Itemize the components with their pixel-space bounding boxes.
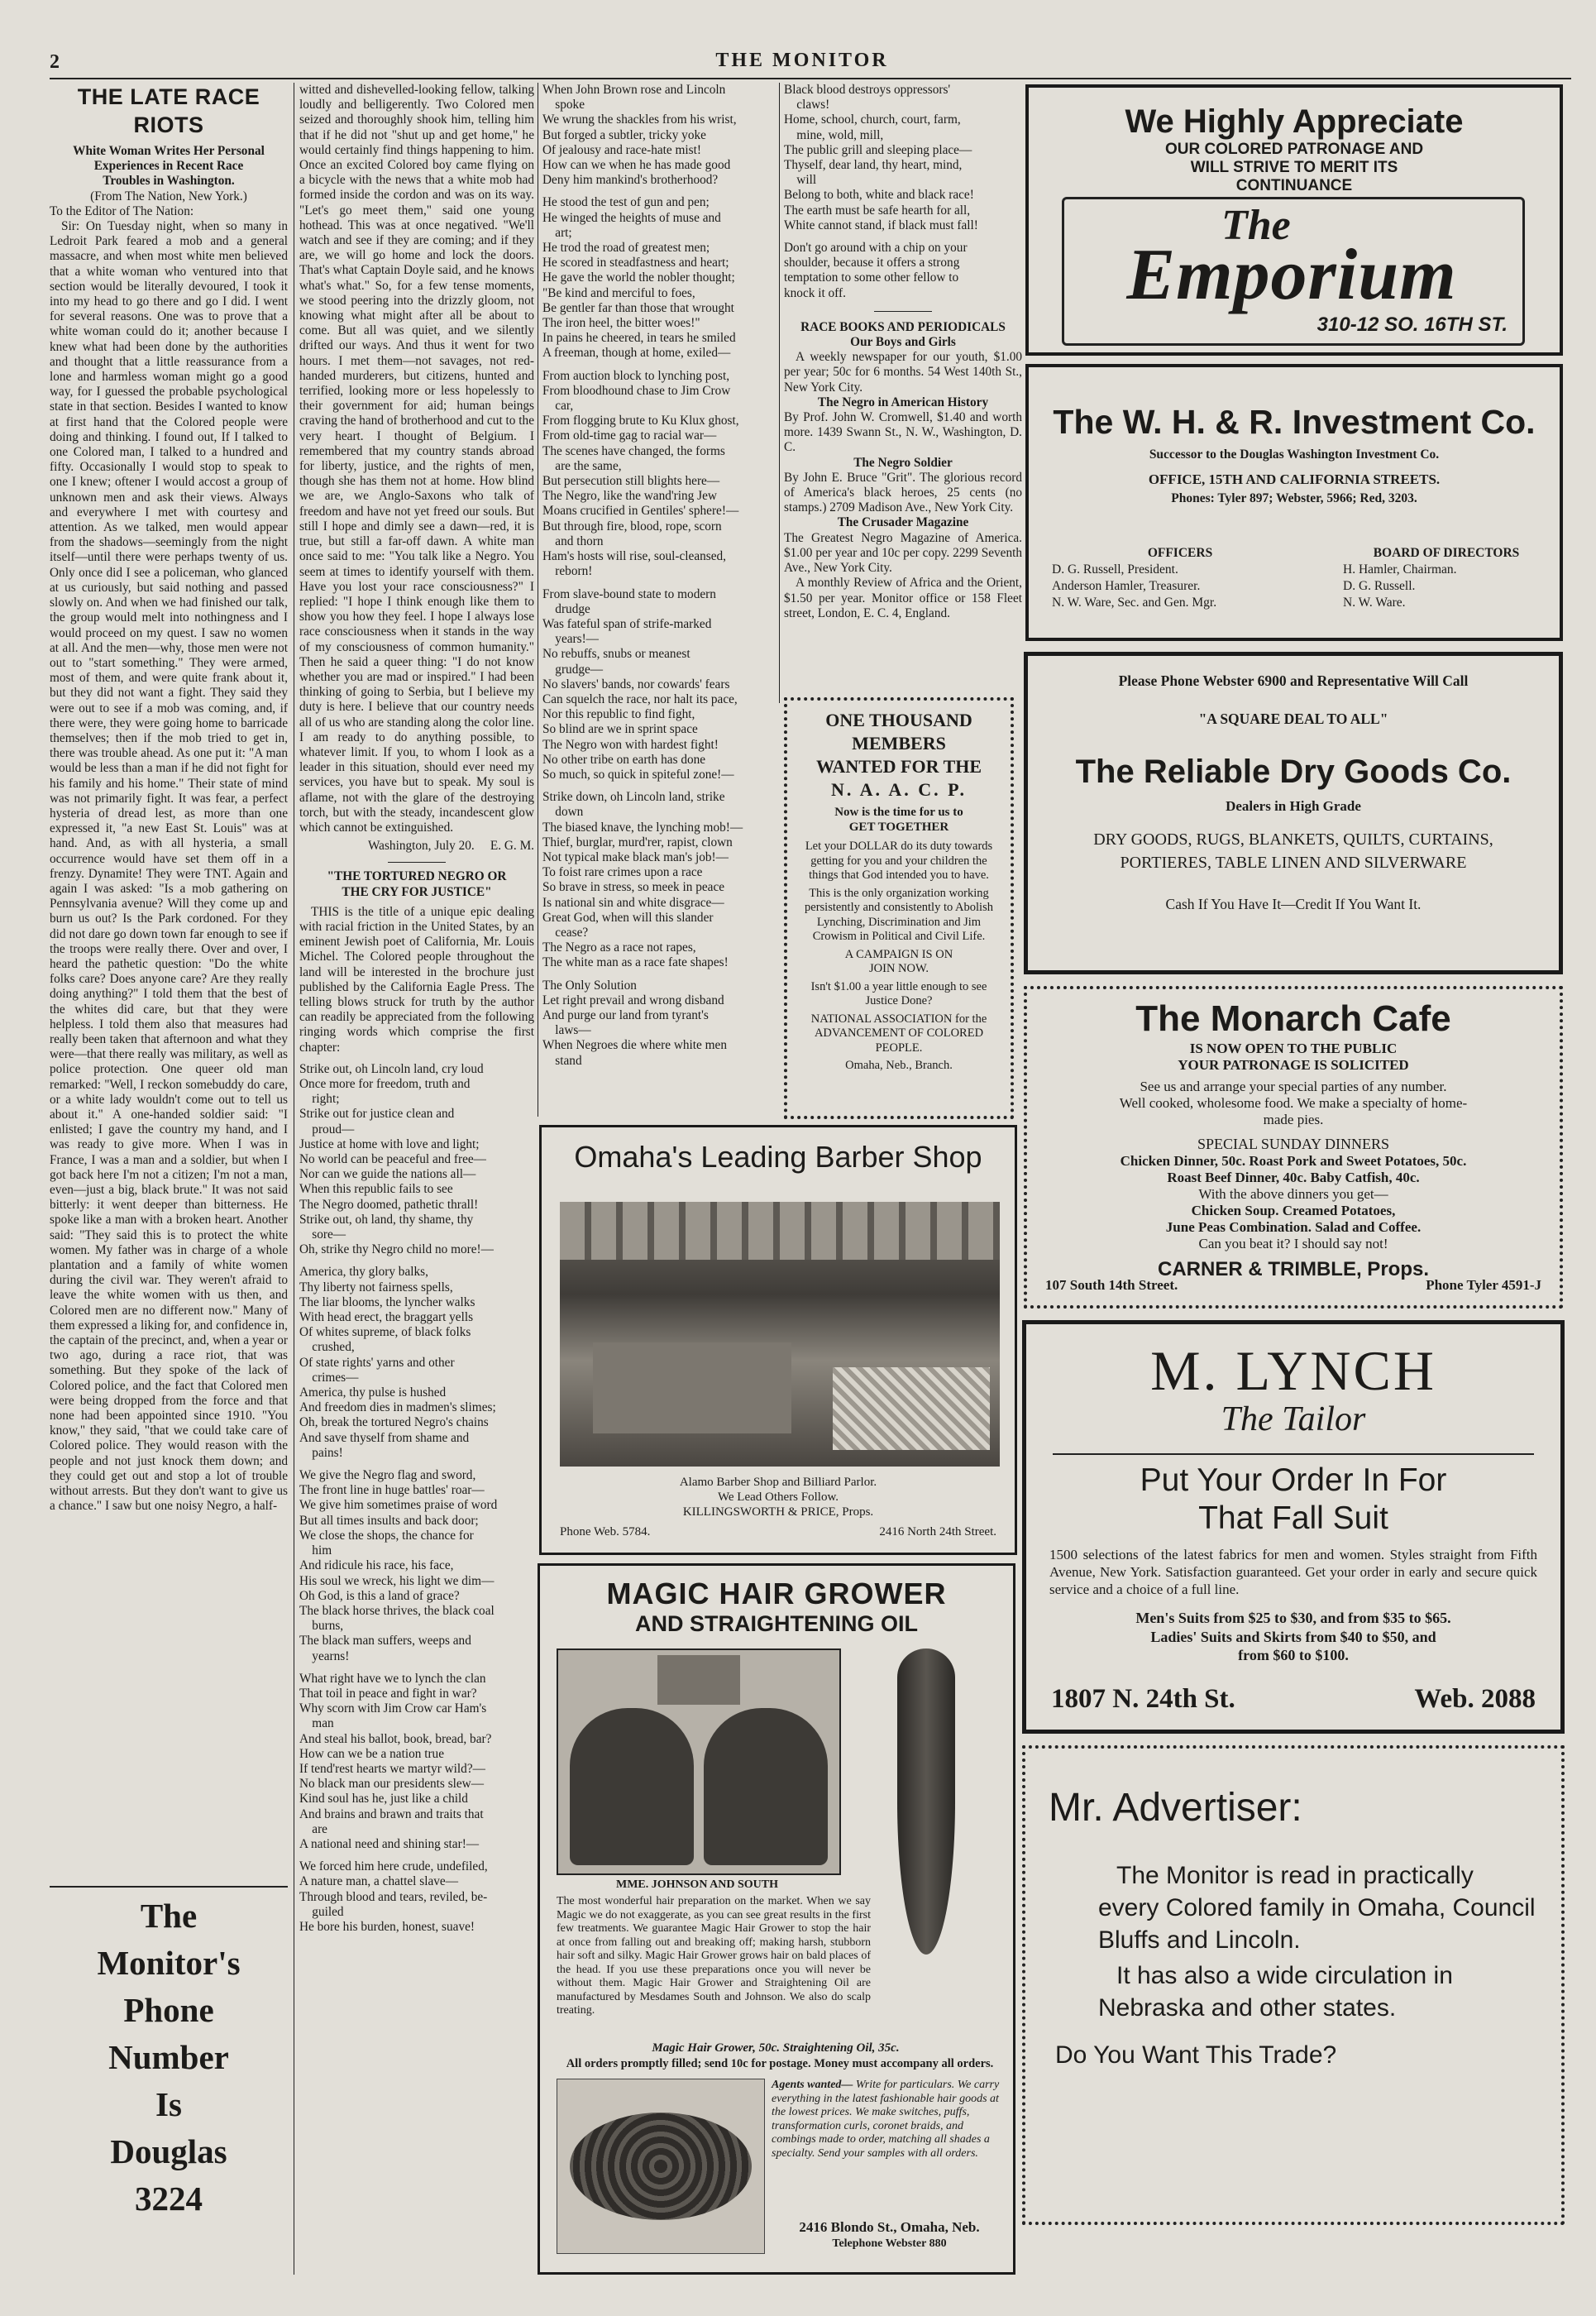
article-column-4 xyxy=(784,83,1022,703)
advertiser-ad xyxy=(1022,1745,1565,2225)
poem-line: cease? xyxy=(542,925,589,940)
poem-line: How can we be a nation true xyxy=(299,1746,444,1761)
naacp-paragraph-4: Isn't $1.00 a year little enough to see Justice Done? xyxy=(810,979,987,1007)
poem-line: Strike down, oh Lincoln land, strike xyxy=(542,790,725,805)
ornament xyxy=(657,1655,740,1705)
poem-line: right; xyxy=(299,1092,340,1107)
poem-line: No black man our presidents slew— xyxy=(299,1777,485,1792)
hair-braid xyxy=(897,1648,955,1955)
naacp-organization: NATIONAL ASSOCIATION for the ADVANCEMENT OF COLORED PEOPLE. xyxy=(810,1012,987,1055)
poem-line: Thy liberty not fairness spells, xyxy=(299,1280,453,1294)
books-head-3: The Negro Soldier xyxy=(853,455,953,470)
tailor-ladies-2: from $60 to $100. xyxy=(1238,1647,1349,1663)
poem-line xyxy=(299,1257,534,1265)
dry-goods-line-4: DRY GOODS, RUGS, BLANKETS, QUILTS, CURTAINS, xyxy=(1093,830,1493,849)
emporium-line-1: We Highly Appreciate xyxy=(1125,103,1464,140)
monarch-phone: Phone Tyler 4591-J xyxy=(1426,1277,1541,1293)
dry-goods-line-6: Cash If You Have It—Credit If You Want It. xyxy=(1165,896,1422,912)
phone-box xyxy=(50,1893,288,2281)
poem-line: So brave in stress, so meek in peace xyxy=(542,880,725,895)
monarch-line-12: Can you beat it? I should say not! xyxy=(1198,1236,1388,1251)
officer: N. W. Ware, Sec. and Gen. Mgr. xyxy=(1052,596,1217,610)
poem-line: Of whites supreme, of black folks xyxy=(299,1325,471,1340)
poem-line: spoke xyxy=(542,98,585,112)
poem-line: When John Brown rose and Lincoln xyxy=(542,83,726,97)
poem-line: man xyxy=(299,1716,334,1731)
naacp-line-6: GET TOGETHER xyxy=(848,821,949,834)
investment-office: OFFICE, 15TH AND CALIFORNIA STREETS. xyxy=(1148,471,1441,487)
poem-lines-column-2 xyxy=(299,1062,534,1935)
poem-line: And freedom dies in madmen's slimes; xyxy=(299,1400,496,1415)
hair-orders: All orders promptly filled; send 10c for postage. Money must accompany all orders. xyxy=(566,2057,994,2070)
poem-line: are xyxy=(299,1821,327,1836)
director: D. G. Russell. xyxy=(1343,579,1416,593)
barber-address: 2416 North 24th Street. xyxy=(879,1525,996,1538)
hair-caption: MME. JOHNSON AND SOUTH xyxy=(615,1878,778,1891)
investment-ad xyxy=(1025,364,1563,641)
poem-lines-column-3 xyxy=(542,83,777,1075)
poem-line: crushed, xyxy=(299,1340,355,1355)
poem-line: knock it off. xyxy=(784,285,846,300)
poem-line: claws! xyxy=(784,98,830,112)
poem-line xyxy=(542,971,777,979)
poem-line: No rebuffs, snubs or meanest xyxy=(542,647,690,662)
poem-line: How can we when he has made good xyxy=(542,158,731,173)
poem-line: down xyxy=(542,805,584,820)
poem-line: A national need and shining star!— xyxy=(299,1836,480,1851)
poem-line: He stood the test of gun and pen; xyxy=(542,195,710,210)
director: H. Hamler, Chairman. xyxy=(1343,562,1457,577)
poem-line xyxy=(299,1852,534,1859)
article-salutation: To the Editor of The Nation: xyxy=(50,203,194,218)
tailor-ladies-1: Ladies' Suits and Skirts from $40 to $50, and xyxy=(1150,1629,1436,1645)
poem-line: yearns! xyxy=(299,1648,350,1663)
poem-line: A nature man, a chattel slave— xyxy=(299,1874,458,1889)
article-column-1 xyxy=(50,83,288,1882)
poem-line: Oh God, is this a land of grace? xyxy=(299,1588,460,1603)
barber-title: Omaha's Leading Barber Shop xyxy=(574,1140,982,1174)
poem-line: Of jealousy and race-hate mist! xyxy=(542,142,701,157)
emporium-ad xyxy=(1025,84,1563,356)
article-signoff: Washington, July 20. E. G. M. xyxy=(367,839,534,854)
monarch-line-3: See us and arrange your special parties of any number. xyxy=(1140,1079,1447,1094)
poem-line: The Negro doomed, pathetic thrall! xyxy=(299,1197,479,1212)
barber-shop-photo xyxy=(560,1202,1000,1467)
poem-line: Can squelch the race, nor halt its pace, xyxy=(542,691,738,706)
tailor-ad xyxy=(1022,1320,1565,1734)
article-deck-1: White Woman Writes Her Personal xyxy=(73,144,265,158)
poem-line: crimes— xyxy=(299,1370,359,1385)
tailor-phone: Web. 2088 xyxy=(1414,1684,1536,1714)
poem-line: From bloodhound chase to Jim Crow xyxy=(542,383,731,398)
monarch-address: 107 South 14th Street. xyxy=(1045,1277,1178,1293)
poem-line: But persecution still blights here— xyxy=(542,474,720,489)
poem-line: From auction block to lynching post, xyxy=(542,368,730,383)
poem-line: He trod the road of greatest men; xyxy=(542,241,710,256)
poem-line: The Negro as a race not rapes, xyxy=(542,940,696,955)
poem-line: But all times insults and back door; xyxy=(299,1513,479,1528)
monarch-line-5: made pies. xyxy=(1263,1112,1324,1127)
books-subtitle: Our Boys and Girls xyxy=(850,335,956,350)
poem-line: That toil in peace and fight in war? xyxy=(299,1686,477,1701)
poem-line xyxy=(299,1664,534,1672)
tailor-subtitle: The Tailor xyxy=(1221,1400,1366,1438)
article-column-2 xyxy=(299,83,534,2283)
poem-line: He scored in steadfastness and heart; xyxy=(542,256,729,270)
poem-line: Through blood and tears, reviled, be- xyxy=(299,1889,488,1904)
barber-shop-lattice xyxy=(833,1367,990,1450)
poem-line: Moans crucified in Gentiles' sphere!— xyxy=(542,504,739,519)
officers-heading: OFFICERS xyxy=(1147,546,1213,560)
emporium-line-2: OUR COLORED PATRONAGE AND xyxy=(1164,141,1424,158)
divider xyxy=(388,862,446,863)
hair-braid-image xyxy=(881,1648,972,1955)
hair-body: The most wonderful hair preparation on the market. When we say Magic we do not exaggerate, as you can see great results in the first few treatments. We guarantee Magic Hair Grower to stop the hair at once from falling out and breaking off; making harsh, stubborn hair soft and silky. Magic Hair Grower grows hair on bald places of the head. If you use these preparations once you will never be without them. Magic Hair Grower and Straightening Oil are manufactured by Mesdames South and Johnson. We also do scalp treating. xyxy=(557,1895,871,2017)
poem-line: Thyself, dear land, thy heart, mind, xyxy=(784,158,963,173)
poem-line: The Only Solution xyxy=(542,978,637,993)
naacp-line-1: ONE THOUSAND xyxy=(825,710,972,730)
poem-line: His soul we wreck, his light we dim— xyxy=(299,1573,495,1588)
poem-line: Why scorn with Jim Crow car Ham's xyxy=(299,1701,487,1716)
poem-line: From slave-bound state to modern xyxy=(542,586,716,601)
monarch-props: CARNER & TRIMBLE, Props. xyxy=(1157,1258,1429,1280)
divider xyxy=(1053,1453,1533,1455)
naacp-line-2: MEMBERS xyxy=(852,733,946,754)
poem-line: With head erect, the braggart yells xyxy=(299,1310,474,1325)
poem-line: So blind are we in sprint space xyxy=(542,722,698,737)
article-deck-3: Troubles in Washington. xyxy=(103,174,235,189)
officer: D. G. Russell, President. xyxy=(1052,562,1178,577)
poem-line: He bore his burden, honest, suave! xyxy=(299,1919,475,1934)
naacp-ad xyxy=(784,697,1014,1119)
poem-line: pains! xyxy=(299,1445,343,1460)
poem-line: No other tribe on earth has done xyxy=(542,752,706,767)
poem-line: Great God, when will this slander xyxy=(542,910,714,925)
poem-line: Don't go around with a chip on your xyxy=(784,241,968,256)
poem-line: Strike out, oh land, thy shame, thy xyxy=(299,1212,474,1227)
monarch-line-4: Well cooked, wholesome food. We make a specialty of home- xyxy=(1119,1095,1468,1111)
poem-line xyxy=(542,188,777,195)
dry-goods-motto: "A SQUARE DEAL TO ALL" xyxy=(1198,711,1388,727)
hair-piece xyxy=(570,2113,752,2220)
masthead: THE MONITOR xyxy=(715,50,889,71)
poem-line: Once more for freedom, truth and xyxy=(299,1077,471,1091)
poem-line: Kind soul has he, just like a child xyxy=(299,1792,468,1806)
poem-line: The white man as a race fate shapes! xyxy=(542,955,729,970)
phone-box-line: Number xyxy=(108,2038,229,2076)
poem-line: From old-time gag to racial war— xyxy=(542,428,717,443)
poem-line: We wrung the shackles from his wrist, xyxy=(542,112,737,127)
poem-line: "Be kind and merciful to foes, xyxy=(542,285,695,300)
article-body-1: Sir: On Tuesday night, when so many in Ledroit Park feared a mob and a general massacre, and when most white men believed that a white woman who ventured into that section would be literally devoured, I took it into my head to go there and go I did. I went for several reasons. One was to prove that a white woman could do it; another because I knew what had been done by the authorities and thought that a little reassurance from a lone and harmless woman might go a good way, for I guessed the probable psychological state in that section. Besides I wanted to know at first hand that the Colored people were doing and thinking. I found out, If I talked to one Colored man, I talked to a hundred and fifty. Occasionally I would stop to speak to one I knew; oftener I would accost a group of unknown men and ask their views. Always and everywhere I met with courtesy and attention. As we talked, men would appear from the shadows—seemingly from the night itself—until there were perhaps twenty of us. Only once did I see a policeman, who glanced at us curiously, but said nothing and passed slowly on. And when we had finished our talk, the group would melt into nothingness and I would proceed on my quest. I saw no women at all. And the men—why, those men were not out to "start something." They were armed, most of them, and were quite frank about it, but they did not want a fight. They said they were out to see if a mob was coming, and, if there were, they were going home to barricade themselves; then if the mob tried to get in, there was trouble ahead. As one put it: "A man would be less than a man if he did not fight for his family and his home." Their state of mind was not primarily fight. It was fear, a perfect hysteria of dread lest, as more than one expressed it, "a new East St. Louis" was at hand. And, as with all hysteria, a small occurrence would have set them off in a frenzy. Dynamite! They were TNT. Again and again I was asked: "Is a mob gathering on Pennsylvania avenue? Will they come up and burn us out? Is the Park cordoned. For they did not dare go down town far enough to see if the troops were really there. Over and over, I heard the pathetic question: "Do the white folks care? Does anyone care? Are they really doing anything?" I told them that the best of the whites did care, but that they were helpless. I told them also that measures had really been taken that afternoon and what they were—that there really was military, as well as police protection. One queer old man remarked: "Well, I reckon somebuddy do care, or a white lady wouldn't come out to tell us about it." A one-handed soldier said: "I enlisted; I gave the country my hand, and I was ready to give more. When I was in France, I was a man and a soldier, but when I got back here I'm not a citizen; I'm not a man, even—just a big, black brute." It was not said bitterly: it went deeper than bitterness. He spoke like a man with a broken heart. Another said: "They said this is to protect the white women. My father was in charge of a whole plantation and a family of white women during the civil war. They weren't afraid to leave the white women with us then, and Colored men are no different now." Many of them expressed a liking for, and confidence in, the captain of the precinct, and, when a year or two ago, during a race riot, that was something. But they spoke of the lack of Colored police, and the fact that Colored men were being dropped from the force and that none had been appointed since 1910. "You know," they said, "that we could take care of Colored police. They would reason with the people and not just knock them down; and they could get out and stop a lot of trouble without arrests. But they don't want to give us a chance." I saw but one noisy Negro, a half- xyxy=(50,219,288,1514)
naacp-line-4: N. A. A. C. P. xyxy=(830,779,968,800)
barber-line-1: Alamo Barber Shop and Billiard Parlor. xyxy=(679,1476,877,1489)
poem-line: Nor this republic to find fight, xyxy=(542,707,695,722)
poem-line: The black horse thrives, the black coal xyxy=(299,1603,495,1618)
hair-agents-body: Write for particulars. We carry everything in the latest fashionable hair goods at the lowest prices. We make switches, puffs, transformation curls, coronet braids, and combings made to order, matching all shades a specialty. Send your samples with all orders. xyxy=(772,2079,1000,2160)
poem-line: Strike out for justice clean and xyxy=(299,1107,455,1122)
poem-line: grudge— xyxy=(542,662,604,677)
portrait-south xyxy=(704,1708,828,1865)
poem-line: Of state rights' yarns and other xyxy=(299,1355,455,1370)
phone-box-line: Douglas xyxy=(110,2132,227,2170)
poem-line xyxy=(542,361,777,369)
poem-line: The earth must be safe hearth for all, xyxy=(784,203,971,218)
investment-successor: Successor to the Douglas Washington Investment Co. xyxy=(1149,447,1440,462)
phone-box-line: Is xyxy=(155,2085,182,2123)
poem-line: Oh, strike thy Negro child no more!— xyxy=(299,1242,494,1257)
poem-line: will xyxy=(784,173,817,188)
tailor-headline-1: Put Your Order In For xyxy=(1140,1462,1447,1498)
emporium-line-4: CONTINUANCE xyxy=(1235,177,1353,194)
column-rule xyxy=(779,83,780,703)
poem-line: Home, school, church, court, farm, xyxy=(784,112,961,127)
poem-line: The Negro won with hardest fight! xyxy=(542,737,719,752)
naacp-branch: Omaha, Neb., Branch. xyxy=(845,1059,953,1072)
poem-line: and thorn xyxy=(542,534,604,548)
poem-line: temptation to some other fellow to xyxy=(784,270,959,285)
poem-line xyxy=(299,1461,534,1468)
poem-line: When Negroes die where white men xyxy=(542,1038,727,1053)
naacp-paragraph-2: This is the only organization working persistently and consistently to Abolish Lynching, Discrimination and Jim Crowism in Political and Civil Life. xyxy=(805,886,993,943)
monarch-line-7: Chicken Dinner, 50c. Roast Pork and Sweet Potatoes, 50c. xyxy=(1120,1153,1467,1169)
poem-line xyxy=(784,233,1022,241)
poem-line: Is national sin and white disgrace— xyxy=(542,895,724,910)
poem-line: We forced him here crude, undefiled, xyxy=(299,1859,488,1874)
dry-goods-line-5: PORTIERES, TABLE LINEN AND SILVERWARE xyxy=(1120,854,1467,872)
poem-line: And ridicule his race, his face, xyxy=(299,1558,454,1573)
investment-title: The W. H. & R. Investment Co. xyxy=(1053,403,1536,441)
hair-prices: Magic Hair Grower, 50c. Straightening Oil, 35c. xyxy=(652,2041,900,2055)
hair-agents xyxy=(772,2079,1007,2160)
barber-phone: Phone Web. 5784. xyxy=(560,1525,651,1538)
hair-agents-heading: Agents wanted— xyxy=(772,2079,853,2091)
poem-line: And purge our land from tyrant's xyxy=(542,1007,709,1022)
naacp-join: JOIN NOW. xyxy=(869,962,929,975)
poem-line: guiled xyxy=(299,1904,344,1919)
poem-line: sore— xyxy=(299,1227,346,1242)
poem-line: A freeman, though at home, exiled— xyxy=(542,346,731,361)
article-source: (From The Nation, New York.) xyxy=(90,189,247,203)
page-header xyxy=(33,50,1571,78)
monarch-line-9: With the above dinners you get— xyxy=(1198,1186,1388,1202)
books-body-2: By Prof. John W. Cromwell, $1.40 and worth more. 1439 Swann St., N. W., Washington, D. C. xyxy=(784,410,1022,455)
board-heading: BOARD OF DIRECTORS xyxy=(1373,546,1520,560)
tailor-body: 1500 selections of the latest fabrics for men and women. Styles straight from Fifth Avenue, New York. Satisfaction guaranteed. Get your order in early and secure quick service and a choice of a full line. xyxy=(1049,1547,1537,1597)
monarch-line-1: IS NOW OPEN TO THE PUBLIC xyxy=(1189,1041,1398,1056)
advertiser-title: Mr. Advertiser: xyxy=(1049,1786,1302,1830)
books-head-4: The Crusader Magazine xyxy=(837,515,969,530)
poem-title-1: "THE TORTURED NEGRO OR xyxy=(327,869,507,884)
monarch-line-10: Chicken Soup. Creamed Potatoes, xyxy=(1191,1203,1396,1218)
poem-line: So much, so quick in spiteful zone!— xyxy=(542,767,734,782)
books-head-2: The Negro in American History xyxy=(817,395,989,409)
emporium-logo xyxy=(1062,197,1525,346)
poem-line: Let right prevail and wrong disband xyxy=(542,993,724,1007)
books-body-5: A monthly Review of Africa and the Orient, $1.50 per year. Monitor office or 158 Fleet street, London, E. C. 4, England. xyxy=(784,576,1022,620)
poem-line: When this republic fails to see xyxy=(299,1182,453,1197)
poem-line: Oh, break the tortured Negro's chains xyxy=(299,1415,489,1430)
monarch-line-6: SPECIAL SUNDAY DINNERS xyxy=(1197,1136,1390,1152)
poem-line: Black blood destroys oppressors' xyxy=(784,83,951,97)
poem-line: To foist rare crimes upon a race xyxy=(542,865,703,880)
emporium-logo-the: The xyxy=(1221,202,1291,249)
tailor-headline-2: That Fall Suit xyxy=(1198,1500,1388,1536)
emporium-line-3: WILL STRIVE TO MERIT ITS xyxy=(1190,159,1398,176)
poem-line: car, xyxy=(542,399,574,414)
monarch-title: The Monarch Cafe xyxy=(1135,998,1451,1039)
portraits-frame xyxy=(557,1648,841,1875)
phone-box-line: 3224 xyxy=(135,2180,203,2218)
poem-line: Belong to both, white and black race! xyxy=(784,188,974,203)
dry-goods-line-1: Please Phone Webster 6900 and Representative Will Call xyxy=(1118,672,1469,689)
poem-line: The public grill and sleeping place— xyxy=(784,142,972,157)
poem-line: No slavers' bands, nor cowards' fears xyxy=(542,677,730,691)
poem-line: Be gentler far than those that wrought xyxy=(542,300,734,315)
poem-line: reborn! xyxy=(542,564,593,579)
poem-line: shoulder, because it offers a strong xyxy=(784,256,960,270)
hair-piece-image xyxy=(557,2079,765,2254)
poem-line: The front line in huge battles' roar— xyxy=(299,1483,485,1498)
divider xyxy=(874,311,932,312)
monarch-line-11: June Peas Combination. Salad and Coffee. xyxy=(1165,1219,1422,1235)
poem-line: Justice at home with love and light; xyxy=(299,1136,480,1151)
dry-goods-line-3: Dealers in High Grade xyxy=(1226,798,1361,814)
books-body-4: The Greatest Negro Magazine of America. $1.00 per year and 10c per copy. 2299 Seventh Ave., New York City. xyxy=(784,530,1022,576)
monarch-line-2: YOUR PATRONAGE IS SOLICITED xyxy=(1178,1057,1409,1073)
barber-shop-ceiling xyxy=(560,1202,1000,1260)
phone-box-line: The xyxy=(140,1897,198,1935)
poem-line: Strike out, oh Lincoln land, cry loud xyxy=(299,1061,484,1076)
poem-line: If tend'rest hearts we martyr wild?— xyxy=(299,1761,485,1776)
poem-line: The iron heel, the bitter woes!" xyxy=(542,316,700,331)
poem-intro: THIS is the title of a unique epic dealing with racial friction in the United States, by an eminent Jewish poet of California, Mr. Louis Michel. The Colored people throughout the land will be interested in the brochure just published by the California Eagle Press. The telling blows struck for truth by the author can readily be appreciated from the following ringing words which comprise the first chapter: xyxy=(299,904,534,1055)
poem-line: laws— xyxy=(542,1023,591,1038)
poem-line: Ham's hosts will rise, soul-cleansed, xyxy=(542,549,726,564)
poem-line: Nor can we guide the nations all— xyxy=(299,1167,476,1182)
monarch-line-8: Roast Beef Dinner, 40c. Baby Catfish, 40c. xyxy=(1167,1170,1420,1185)
article-deck-2: Experiences in Recent Race xyxy=(93,159,244,174)
books-title: RACE BOOKS AND PERIODICALS xyxy=(800,319,1006,334)
poem-line: are the same, xyxy=(542,458,622,473)
poem-line: America, thy glory balks, xyxy=(299,1265,428,1280)
portrait-johnson xyxy=(570,1708,694,1865)
poem-line: The biased knave, the lynching mob!— xyxy=(542,820,743,835)
director: N. W. Ware. xyxy=(1343,596,1406,610)
article-headline: THE LATE RACE RIOTS xyxy=(77,84,260,137)
barber-line-2: We Lead Others Follow. xyxy=(717,1491,839,1504)
advertiser-question: Do You Want This Trade? xyxy=(1055,2041,1337,2069)
phone-box-line: Phone xyxy=(123,1991,214,2029)
dry-goods-title: The Reliable Dry Goods Co. xyxy=(1075,754,1512,790)
poem-line: From flogging brute to Ku Klux ghost, xyxy=(542,414,739,428)
phone-box-line: Monitor's xyxy=(97,1944,241,1982)
poem-line xyxy=(542,580,777,587)
poem-line: Was fateful span of strife-marked xyxy=(542,616,712,631)
poem-line: We close the shops, the chance for xyxy=(299,1528,474,1543)
poem-line: America, thy pulse is hushed xyxy=(299,1385,447,1400)
poem-line: He gave the world the nobler thought; xyxy=(542,270,735,285)
poem-line: burns, xyxy=(299,1619,344,1634)
poem-line: mine, wold, mill, xyxy=(784,127,884,142)
advertiser-paragraph-1: The Monitor is read in practically every Colored family in Omaha, Council Bluffs and Lincoln. xyxy=(1098,1862,1536,1954)
naacp-line-5: Now is the time for us to xyxy=(834,806,963,819)
books-body-1: A weekly newspaper for our youth, $1.00 per year; 50c for 6 months. 54 West 140th St., New York City. xyxy=(784,350,1022,395)
poem-line: The scenes have changed, the forms xyxy=(542,443,725,458)
hair-title-2: AND STRAIGHTENING OIL xyxy=(635,1611,918,1636)
poem-line: him xyxy=(299,1543,332,1558)
dry-goods-ad xyxy=(1024,652,1563,974)
phone-box-rule xyxy=(50,1886,288,1888)
poem-line: art; xyxy=(542,225,572,240)
barber-shop-counter xyxy=(593,1342,791,1433)
poem-line: proud— xyxy=(299,1122,355,1136)
officer: Anderson Hamler, Treasurer. xyxy=(1052,579,1201,593)
naacp-campaign: A CAMPAIGN IS ON xyxy=(844,947,953,961)
poem-line: In pains he cheered, in tears he smiled xyxy=(542,331,736,346)
poem-line: What right have we to lynch the clan xyxy=(299,1671,486,1686)
poem-line: stand xyxy=(542,1053,582,1068)
barber-shop-ad xyxy=(539,1125,1017,1555)
tailor-address: 1807 N. 24th St. xyxy=(1051,1684,1235,1714)
poem-line: drudge xyxy=(542,601,590,616)
poem-title-2: THE CRY FOR JUSTICE" xyxy=(342,884,492,899)
poem-line: But through fire, blood, rope, scorn xyxy=(542,519,722,534)
article-body-2: witted and dishevelled-looking fellow, talking loudly and belligerently. Two Colored men seized and thoroughly shook him, telling him that if he did not "shut up and get home," he would certainly find things happening to him. Once an excited Colored boy came flying on a bicycle with the news that a white mob had formed inside the cordon and was on its way. "Let's go meet them," said one young hothead. This was at once negatived. "We'll watch and see if they are coming; and if they are, we will go home and lock the doors. That's what Captain Doyle said, and he knows what's what." So, for a few tense moments, we stood peering into the drizzly gloom, not knowing what might after all be about to come. But all was quiet, and we silently drifted our ways. And thus it went for two hours. I met them—not savages, not red-handed murderers, but citizens, hunted and terrified, looking more or less hopelessly to their government for aid; human beings craving the hand of brotherhood and cut to the very heart. I thought of Belgium. I remembered that my country stands abroad for liberty, justice, and the rights of men, though she has them not at home. How blind we are, we Anglo-Saxons who talk of freedom and have not yet freed our souls. But still I hope and dimly see a dawn—red, it is true, but still a far-off dawn. A white man once said to me: "You talk like a Negro. You seem at times to identify yourself with them. Have you lost your race consciousness?" I replied: "I hope I think enough like them to show you how they feel. I hope I always lose race consciousness when it stands in the way of my consciousness of common humanity." Then he said a queer thing: "I do not know whether you are mad or inspired." I had been thinking of going to Serbia, but I believe my duty is here. I believe that our country needs all of us who are standing along the color line. I am ready to do anything possible, to whatever limit. If you, to whom I look as a leader in this situation, should ever need my services, you have but to speak. My soul is aflame, not with the glare of the destroying torch, but with the steady, incandescent glow which cannot be extinguished. xyxy=(299,83,534,835)
poem-line: And brains and brawn and traits that xyxy=(299,1806,484,1821)
poem-line: The liar blooms, the lyncher walks xyxy=(299,1294,475,1309)
poem-line: But forged a subtler, tricky yoke xyxy=(542,127,706,142)
books-body-3: By John E. Bruce "Grit". The glorious record of America's black heroes, 25 cents (no stamps.) 2709 Madison Ave., New York City. xyxy=(784,470,1022,515)
poem-line: We give the Negro flag and sword, xyxy=(299,1468,476,1483)
page-number: 2 xyxy=(50,51,60,73)
emporium-logo-name: Emporium xyxy=(1126,235,1457,315)
officers-list xyxy=(1052,545,1308,611)
advertiser-paragraph-2: It has also a wide circulation in Nebraska and other states. xyxy=(1098,1962,1453,2022)
poem-lines-column-4 xyxy=(784,83,1022,301)
header-rule xyxy=(50,78,1571,79)
poem-line: And save thyself from shame and xyxy=(299,1430,470,1445)
poem-line: years!— xyxy=(542,632,599,647)
poem-line: The black man suffers, weeps and xyxy=(299,1634,471,1648)
poem-line xyxy=(542,782,777,790)
poem-line: Not typical make black man's job!— xyxy=(542,849,729,864)
poem-line: Thief, burglar, murd'rer, rapist, clown xyxy=(542,835,733,849)
tailor-name: M. LYNCH xyxy=(1150,1339,1436,1402)
poem-line: White cannot stand, if black must fall! xyxy=(784,218,978,232)
naacp-line-3: WANTED FOR THE xyxy=(815,756,982,777)
poem-line: No world can be peaceful and free— xyxy=(299,1152,486,1167)
monarch-cafe-ad xyxy=(1024,986,1563,1309)
tailor-men-suits: Men's Suits from $25 to $30, and from $35 to $65. xyxy=(1135,1610,1451,1626)
poem-line: The Negro, like the wand'ring Jew xyxy=(542,489,717,504)
naacp-paragraph-1: Let your DOLLAR do its duty towards getting for you and your children the things that God intended you to have. xyxy=(805,840,993,882)
hair-title-1: MAGIC HAIR GROWER xyxy=(606,1577,947,1610)
hair-phone: Telephone Webster 880 xyxy=(832,2237,947,2250)
poem-line: He winged the heights of muse and xyxy=(542,210,721,225)
emporium-logo-address: 310-12 SO. 16TH ST. xyxy=(1316,313,1508,336)
investment-phones: Phones: Tyler 897; Webster, 5966; Red, 3203. xyxy=(1171,491,1417,505)
poem-line: And steal his ballot, book, bread, bar? xyxy=(299,1731,492,1746)
hair-address: 2416 Blondo St., Omaha, Neb. xyxy=(799,2219,980,2235)
board-list xyxy=(1343,545,1550,611)
hair-grower-ad xyxy=(538,1563,1015,2275)
poem-line: Deny him mankind's brotherhood? xyxy=(542,173,719,188)
poem-line: We give him sometimes praise of word xyxy=(299,1498,498,1513)
barber-line-3: KILLINGSWORTH & PRICE, Props. xyxy=(682,1505,874,1519)
